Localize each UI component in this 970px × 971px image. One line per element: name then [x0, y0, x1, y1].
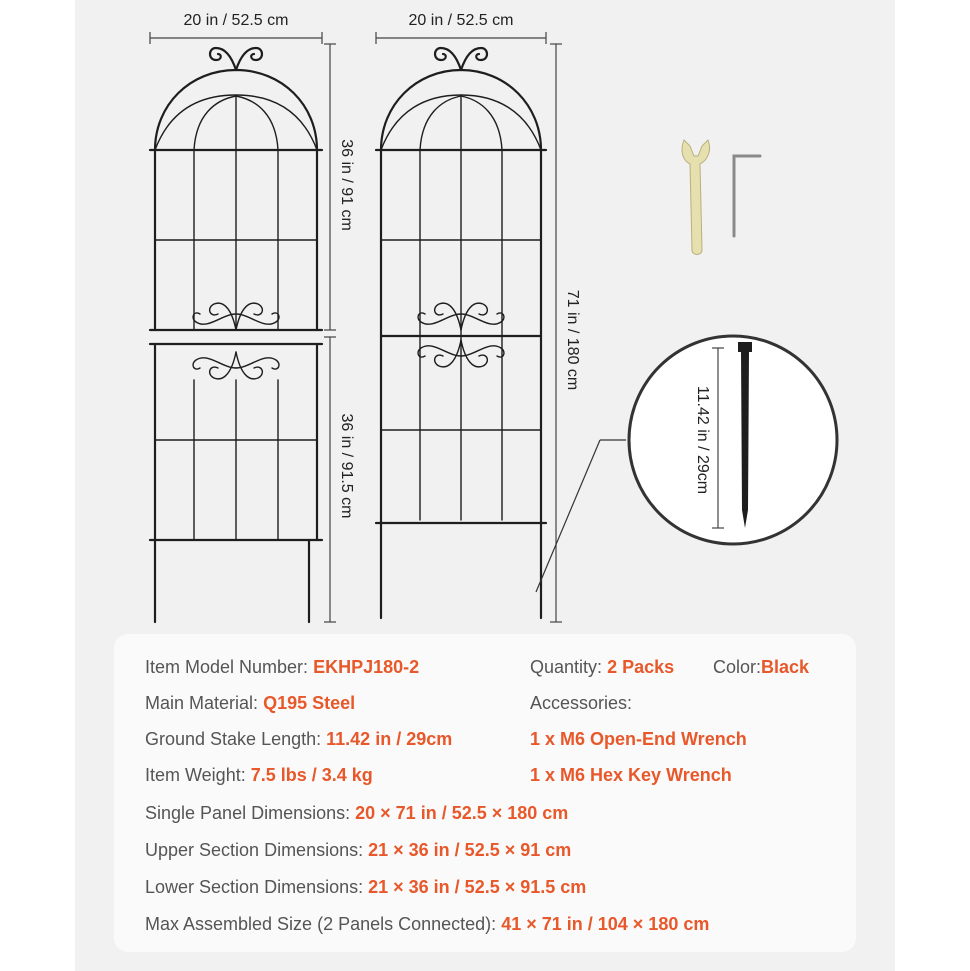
spec-lower-section: Lower Section Dimensions: 21 × 36 in / 52.5 × 91.5 cm: [145, 877, 587, 897]
spec-weight: Item Weight: 7.5 lbs / 3.4 kg: [145, 765, 373, 785]
spec-single-panel: Single Panel Dimensions: 20 × 71 in / 52.5 × 180 cm: [145, 803, 569, 823]
left-height-dimensions: [324, 44, 336, 622]
spec-color: Color:Black: [713, 657, 810, 677]
left-trellis-panel: [150, 48, 322, 622]
stake-length-label: 11.42 in / 29cm: [694, 385, 711, 495]
upper-section-value: 21 × 36 in / 52.5 × 91 cm: [368, 840, 572, 860]
spec-card: [114, 634, 856, 952]
spec-upper-section: Upper Section Dimensions: 21 × 36 in / 52.5 × 91 cm: [145, 840, 572, 860]
left-width-dimension: [150, 32, 322, 44]
spec-material: Main Material: Q195 Steel: [145, 693, 356, 713]
open-end-wrench-icon: [682, 140, 710, 255]
left-width-label: 20 in / 52.5 cm: [183, 12, 289, 29]
total-height-label: 71 in / 180 cm: [564, 289, 581, 391]
model-value: EKHPJ180-2: [313, 657, 420, 677]
spec-model: Item Model Number: EKHPJ180-2: [145, 657, 420, 677]
stake-value: 11.42 in / 29cm: [326, 729, 453, 749]
spec-accessories-label: Accessories:: [530, 693, 633, 713]
material-value: Q195 Steel: [263, 693, 356, 713]
right-trellis-panel: [376, 48, 546, 618]
weight-value: 7.5 lbs / 3.4 kg: [250, 765, 373, 785]
right-width-dimension: [376, 32, 546, 44]
spec-quantity: Quantity: 2 Packs: [530, 657, 675, 677]
upper-height-label: 36 in / 91 cm: [338, 139, 355, 231]
spec-accessory-1: 1 x M6 Open-End Wrench: [530, 729, 747, 749]
quantity-value: 2 Packs: [607, 657, 675, 677]
max-size-value: 41 × 71 in / 104 × 180 cm: [501, 914, 710, 934]
single-panel-value: 20 × 71 in / 52.5 × 180 cm: [355, 803, 569, 823]
lower-height-label: 36 in / 91.5 cm: [338, 413, 355, 519]
spec-max-size: Max Assembled Size (2 Panels Connected): 41 × 71 in / 104 × 180 cm: [145, 914, 710, 934]
lower-section-value: 21 × 36 in / 52.5 × 91.5 cm: [368, 877, 587, 897]
right-width-label: 20 in / 52.5 cm: [408, 12, 514, 29]
hex-key-wrench-icon: [734, 156, 760, 236]
spec-stake: Ground Stake Length: 11.42 in / 29cm: [145, 729, 453, 749]
color-value: Black: [761, 657, 810, 677]
spec-accessory-2: 1 x M6 Hex Key Wrench: [530, 765, 732, 785]
